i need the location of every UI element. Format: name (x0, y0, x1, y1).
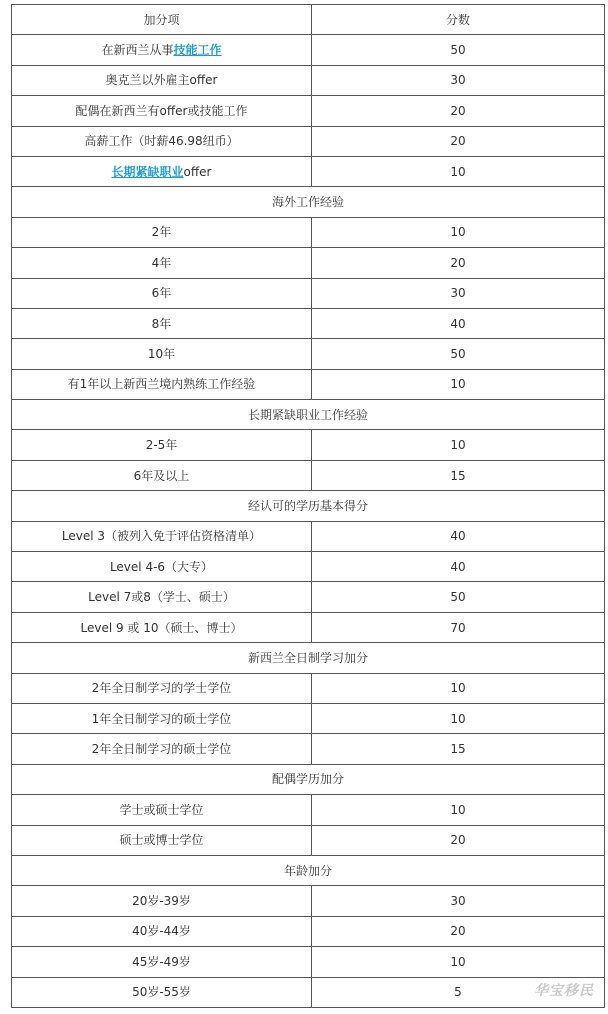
item-text: 8年 (151, 316, 172, 331)
item-text: 有1年以上新西兰境内熟练工作经验 (67, 377, 256, 392)
item-cell (12, 552, 312, 582)
item-text: 2年 (151, 225, 172, 240)
keyword-link[interactable]: 长期紧缺职业 (111, 164, 184, 179)
section-header-row (12, 400, 605, 430)
item-cell (12, 156, 312, 186)
table-row (12, 430, 605, 460)
score-cell: 20 (312, 96, 605, 126)
header-score-cell: 分数 (312, 5, 605, 35)
score-cell: 15 (312, 734, 605, 764)
score-cell: 5 (312, 977, 605, 1007)
table-row (12, 612, 605, 642)
item-cell (12, 278, 312, 308)
item-text: 1年全日制学习的硕士学位 (91, 711, 232, 726)
score-cell: 10 (312, 703, 605, 733)
table-row (12, 339, 605, 369)
table-row (12, 521, 605, 551)
item-cell (12, 673, 312, 703)
table-row (12, 308, 605, 338)
table-row (12, 795, 605, 825)
table-row (12, 703, 605, 733)
section-title: 年龄加分 (12, 855, 605, 885)
item-text: 4年 (151, 255, 172, 270)
item-cell (12, 977, 312, 1007)
section-title: 新西兰全日制学习加分 (12, 643, 605, 673)
table-row (12, 977, 605, 1007)
score-cell: 10 (312, 156, 605, 186)
item-cell (12, 703, 312, 733)
item-text: 10年 (147, 346, 176, 361)
table-row (12, 369, 605, 399)
item-text: 6年 (151, 286, 172, 301)
score-cell: 50 (312, 35, 605, 65)
header-item-cell: 加分项 (12, 5, 312, 35)
score-cell: 30 (312, 886, 605, 916)
table-row (12, 582, 605, 612)
table-row (12, 96, 605, 126)
section-title: 长期紧缺职业工作经验 (12, 400, 605, 430)
item-cell (12, 65, 312, 95)
watermark-logo: 华宝移民 (534, 983, 594, 999)
points-table (11, 4, 605, 1008)
section-header-row (12, 764, 605, 794)
table-row (12, 460, 605, 490)
section-header-row (12, 855, 605, 885)
item-cell (12, 947, 312, 977)
item-text: 在新西兰从事 (101, 43, 174, 58)
item-cell (12, 795, 312, 825)
item-cell (12, 308, 312, 338)
item-cell (12, 369, 312, 399)
item-text: Level 3（被列入免于评估资格清单） (61, 529, 262, 544)
item-text: 45岁-49岁 (132, 954, 191, 969)
item-cell (12, 612, 312, 642)
score-cell: 15 (312, 460, 605, 490)
item-cell (12, 582, 312, 612)
score-cell: 40 (312, 521, 605, 551)
item-text: 6年及以上 (133, 468, 190, 483)
item-cell (12, 217, 312, 247)
score-cell: 10 (312, 947, 605, 977)
score-cell: 20 (312, 916, 605, 946)
item-text: 2年全日制学习的学士学位 (91, 681, 232, 696)
item-cell (12, 430, 312, 460)
section-header-row (12, 187, 605, 217)
score-cell: 20 (312, 825, 605, 855)
table-row (12, 217, 605, 247)
table-row (12, 552, 605, 582)
item-text: 配偶在新西兰有offer或技能工作 (75, 103, 248, 118)
item-text: 学士或硕士学位 (119, 802, 204, 817)
score-cell: 20 (312, 126, 605, 156)
item-text: Level 4-6（大专） (109, 559, 214, 574)
item-text: 20岁-39岁 (132, 894, 191, 909)
item-cell (12, 35, 312, 65)
table-row (12, 126, 605, 156)
item-cell (12, 825, 312, 855)
item-text: 高薪工作（时薪46.98纽币） (84, 134, 239, 149)
table-row (12, 825, 605, 855)
score-cell: 40 (312, 308, 605, 338)
item-text: Level 9 或 10（硕士、博士） (80, 620, 243, 635)
section-title: 海外工作经验 (12, 187, 605, 217)
item-text: 硕士或博士学位 (119, 833, 204, 848)
score-cell: 50 (312, 582, 605, 612)
table-row (12, 734, 605, 764)
keyword-link[interactable]: 技能工作 (173, 43, 222, 58)
table-row (12, 278, 605, 308)
item-text: Level 7或8（学士、硕士） (88, 590, 235, 605)
table-row (12, 248, 605, 278)
score-cell: 10 (312, 217, 605, 247)
score-cell: 30 (312, 65, 605, 95)
score-cell: 30 (312, 278, 605, 308)
item-text: 2年全日制学习的硕士学位 (91, 742, 232, 757)
points-table-body (12, 5, 605, 1008)
section-header-row (12, 643, 605, 673)
score-cell: 10 (312, 430, 605, 460)
item-text: 50岁-55岁 (132, 985, 191, 1000)
item-cell (12, 734, 312, 764)
section-header-row (12, 491, 605, 521)
table-row (12, 916, 605, 946)
score-cell: 40 (312, 552, 605, 582)
score-cell: 70 (312, 612, 605, 642)
score-cell: 50 (312, 339, 605, 369)
item-cell (12, 96, 312, 126)
score-cell: 10 (312, 673, 605, 703)
item-cell (12, 460, 312, 490)
score-cell: 10 (312, 795, 605, 825)
section-title: 经认可的学历基本得分 (12, 491, 605, 521)
item-cell (12, 916, 312, 946)
table-row (12, 156, 605, 186)
item-cell (12, 339, 312, 369)
item-cell (12, 886, 312, 916)
item-text: 2-5年 (145, 438, 178, 453)
score-cell: 10 (312, 369, 605, 399)
item-text: offer (183, 164, 212, 179)
item-cell (12, 521, 312, 551)
table-row (12, 673, 605, 703)
section-title: 配偶学历加分 (12, 764, 605, 794)
table-row (12, 886, 605, 916)
item-cell (12, 248, 312, 278)
item-text: 40岁-44岁 (132, 924, 191, 939)
table-row (12, 65, 605, 95)
table-row (12, 947, 605, 977)
item-cell (12, 126, 312, 156)
table-header-row (12, 5, 605, 35)
table-row (12, 35, 605, 65)
item-text: 奥克兰以外雇主offer (105, 73, 218, 88)
score-cell: 20 (312, 248, 605, 278)
